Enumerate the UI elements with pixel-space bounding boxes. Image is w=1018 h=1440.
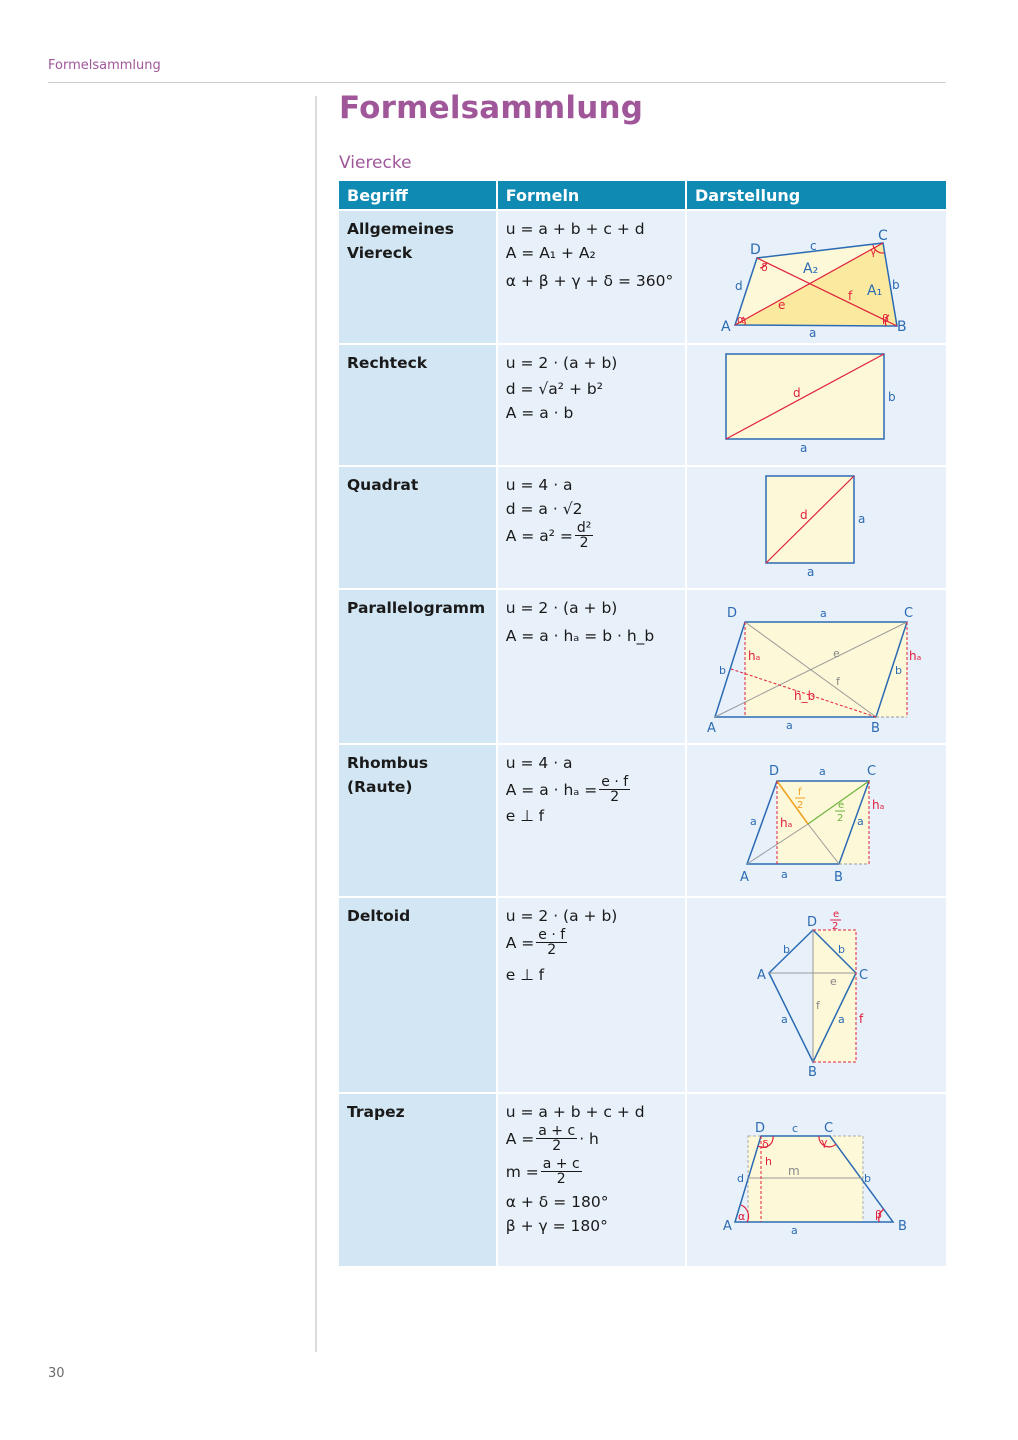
- formula: A = a · b: [505, 404, 574, 422]
- term-label: Deltoid: [347, 907, 411, 925]
- term-cell: [339, 465, 498, 588]
- side-b-right: b: [838, 943, 845, 956]
- vertex-C: C: [867, 764, 877, 779]
- vertex-A: A: [721, 319, 731, 335]
- term-cell: [339, 896, 498, 1092]
- formula-table: [339, 181, 946, 1266]
- formula-fraction: m = $\frac{a + c}{2}$: [505, 1156, 580, 1187]
- quadrilateral-diagram: [687, 211, 946, 339]
- term-label: Trapez: [347, 1103, 405, 1121]
- formula-fraction: A = $\frac{e \cdot f}{2}$: [505, 927, 566, 958]
- formula: u = a + b + c + d: [505, 220, 645, 238]
- square-diagram: [687, 467, 946, 584]
- formula: A = a · hₐ = b · h_b: [505, 627, 655, 645]
- running-head: Formelsammlung: [48, 58, 161, 73]
- formula: α + β + γ + δ = 360°: [505, 272, 674, 290]
- header-formeln: Formeln: [498, 181, 687, 209]
- angle-alpha: α: [738, 1210, 746, 1223]
- area-A1: A₁: [867, 283, 883, 299]
- side-b-left: b: [719, 664, 726, 677]
- formula-cell: [498, 896, 687, 1092]
- side-a-bottom: a: [786, 719, 793, 732]
- header-darstellung: Darstellung: [687, 181, 946, 209]
- formula: e ⊥ f: [505, 966, 545, 984]
- formula-cell: [498, 1092, 687, 1266]
- formula: β + γ = 180°: [505, 1217, 608, 1235]
- vertex-D: D: [727, 606, 738, 621]
- angle-gamma: γ: [870, 245, 877, 258]
- side-a-top: a: [820, 607, 827, 620]
- height-f: f: [859, 1012, 864, 1026]
- table-row: [339, 465, 946, 588]
- side-b-left: b: [783, 943, 790, 956]
- vertex-C: C: [878, 228, 888, 244]
- half-f-num: f: [798, 787, 802, 798]
- vertex-D: D: [769, 764, 780, 779]
- diagonal-d: d: [800, 508, 808, 522]
- half-e-den: 2: [832, 921, 839, 932]
- side-b: b: [864, 1172, 871, 1185]
- table-row: [339, 743, 946, 896]
- table-row: [339, 209, 946, 343]
- diagonal-e: e: [778, 298, 786, 312]
- side-b: b: [892, 278, 900, 292]
- side-a-right: a: [857, 815, 864, 828]
- table-row: [339, 896, 946, 1092]
- angle-delta: δ: [762, 1138, 769, 1151]
- diagonal-e: e: [830, 975, 837, 988]
- side-b-right: b: [895, 664, 902, 677]
- formula-fraction: A = $\frac{a + c}{2}$ · h: [505, 1123, 599, 1154]
- height-ha-right: hₐ: [909, 649, 922, 663]
- formula: d = a · √2: [505, 500, 583, 518]
- diagonal-f: f: [836, 675, 840, 688]
- term-cell: [339, 343, 498, 465]
- formula-cell: [498, 343, 687, 465]
- diagram-cell: [687, 1092, 946, 1266]
- half-f-den: 2: [797, 800, 804, 811]
- side-d: d: [735, 279, 743, 293]
- table-row: [339, 343, 946, 465]
- term-label: Allgemeines: [347, 220, 454, 238]
- angle-gamma: γ: [821, 1136, 828, 1149]
- formula-fraction: A = a · hₐ = $\frac{e \cdot f}{2}$: [505, 774, 629, 805]
- angle-delta: δ: [761, 261, 768, 274]
- vertex-A: A: [740, 870, 749, 885]
- vertex-B: B: [897, 319, 907, 335]
- table-row: [339, 588, 946, 743]
- vertex-D: D: [807, 915, 818, 930]
- side-d: d: [737, 1172, 744, 1185]
- formula: u = 2 · (a + b): [505, 354, 618, 372]
- vertex-D: D: [750, 242, 761, 258]
- page-title: Formelsammlung: [339, 90, 644, 126]
- term-cell: [339, 588, 498, 743]
- term-cell: [339, 743, 498, 896]
- table-row: [339, 1092, 946, 1266]
- formula: e ⊥ f: [505, 807, 545, 825]
- side-a-bottom: a: [781, 868, 788, 881]
- height-ha-left: hₐ: [780, 816, 793, 830]
- side-a-left: a: [750, 815, 757, 828]
- trapezoid-diagram: [687, 1094, 946, 1262]
- rectangle-diagram: [687, 345, 946, 461]
- diagonal-e: e: [833, 647, 840, 660]
- term-label: Viereck: [347, 244, 413, 262]
- diagram-cell: [687, 588, 946, 743]
- vertex-A: A: [723, 1219, 732, 1234]
- angle-beta: β: [882, 312, 890, 325]
- vertex-A: A: [707, 721, 716, 736]
- header-divider: [48, 82, 946, 83]
- side-a-left: a: [781, 1013, 788, 1026]
- diagram-cell: [687, 896, 946, 1092]
- angle-alpha: α: [737, 313, 745, 326]
- term-label: Parallelogramm: [347, 599, 486, 617]
- vertex-B: B: [808, 1065, 817, 1080]
- side-c: c: [810, 239, 817, 253]
- formula: u = 2 · (a + b): [505, 599, 618, 617]
- term-label: Quadrat: [347, 476, 419, 494]
- page-number: 30: [48, 1366, 65, 1381]
- vertex-B: B: [898, 1219, 907, 1234]
- formula-cell: [498, 209, 687, 343]
- side-a: a: [800, 441, 808, 455]
- midline-m: m: [788, 1164, 800, 1178]
- side-a-right: a: [838, 1013, 845, 1026]
- height-ha-left: hₐ: [748, 649, 761, 663]
- vertex-C: C: [904, 606, 914, 621]
- column-divider: [315, 96, 317, 1352]
- height-hb: h_b: [794, 689, 816, 703]
- angle-beta: β: [875, 1208, 883, 1221]
- side-a-right: a: [858, 512, 866, 526]
- half-e-num: e: [838, 800, 845, 811]
- vertex-B: B: [834, 870, 843, 885]
- side-a-bottom: a: [807, 565, 815, 579]
- side-c: c: [792, 1122, 799, 1135]
- formula-fraction: A = a² = $\frac{\text{d²}}{2}$: [505, 520, 592, 551]
- side-a: a: [809, 326, 817, 339]
- height-h: h: [765, 1155, 772, 1168]
- area-A2: A₂: [803, 261, 819, 277]
- formula: u = a + b + c + d: [505, 1103, 645, 1121]
- formula: d = √a² + b²: [505, 380, 603, 398]
- term-label: Rechteck: [347, 354, 428, 372]
- side-a: a: [791, 1224, 798, 1237]
- half-e-num: e: [833, 909, 840, 920]
- formula-cell: [498, 465, 687, 588]
- half-e-den: 2: [837, 813, 844, 824]
- term-cell: [339, 1092, 498, 1266]
- formula: u = 4 · a: [505, 476, 573, 494]
- parallelogram-diagram: [687, 590, 946, 739]
- kite-diagram: [687, 898, 946, 1088]
- vertex-A: A: [757, 968, 766, 983]
- diagram-cell: [687, 465, 946, 588]
- table-header-row: [339, 181, 946, 209]
- vertex-C: C: [824, 1121, 834, 1136]
- rhombus-diagram: [687, 745, 946, 892]
- section-title: Vierecke: [339, 153, 412, 173]
- diagonal-d: d: [793, 386, 801, 400]
- diagonal-f: f: [848, 289, 853, 303]
- formula-cell: [498, 588, 687, 743]
- term-label: Rhombus (Raute): [347, 754, 429, 796]
- formula: u = 2 · (a + b): [505, 907, 618, 925]
- vertex-B: B: [871, 721, 880, 736]
- diagonal-f: f: [816, 999, 820, 1012]
- height-ha-right: hₐ: [872, 798, 885, 812]
- diagram-cell: [687, 209, 946, 343]
- vertex-C: C: [859, 968, 869, 983]
- vertex-D: D: [755, 1121, 766, 1136]
- term-cell: [339, 209, 498, 343]
- header-begriff: Begriff: [339, 181, 498, 209]
- formula: u = 4 · a: [505, 754, 573, 772]
- side-a-top: a: [819, 765, 826, 778]
- diagram-cell: [687, 343, 946, 465]
- formula: A = A₁ + A₂: [505, 244, 596, 262]
- formula-cell: [498, 743, 687, 896]
- diagram-cell: [687, 743, 946, 896]
- formula: α + δ = 180°: [505, 1193, 609, 1211]
- side-b: b: [888, 390, 896, 404]
